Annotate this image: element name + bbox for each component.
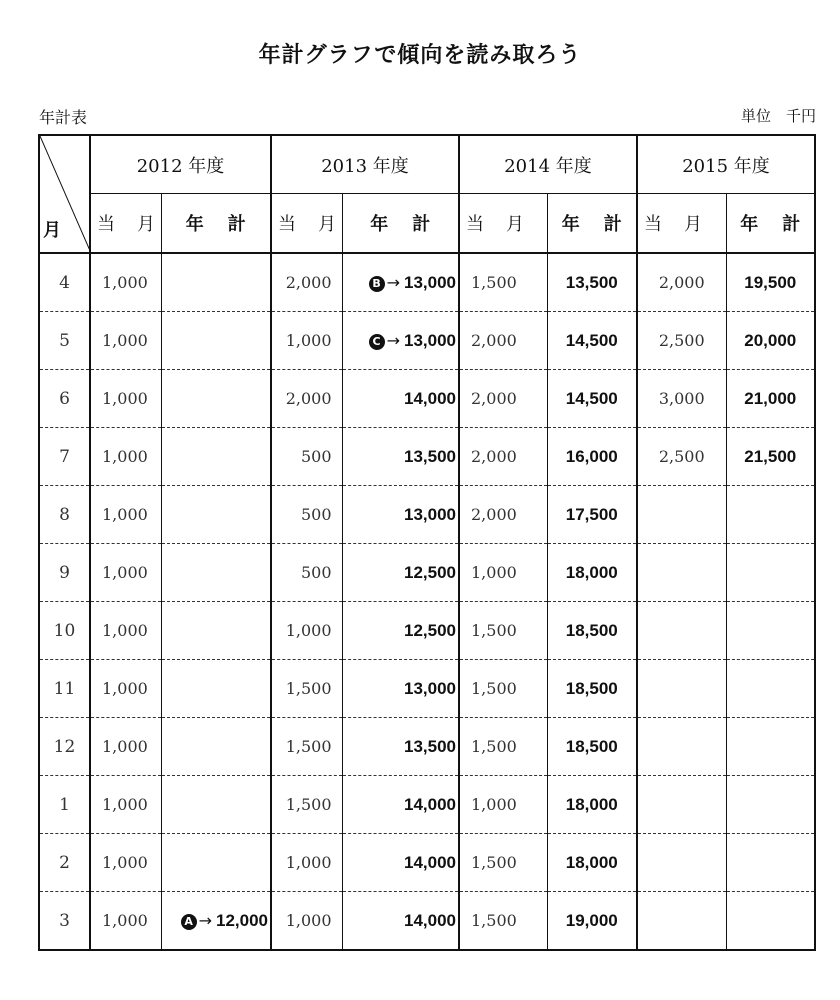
monthly-value-2012: 1,000 bbox=[90, 776, 161, 834]
table-row bbox=[39, 486, 815, 544]
annual-value-2015 bbox=[726, 776, 815, 834]
month-cell: 5 bbox=[39, 312, 90, 370]
annual-value-2013 bbox=[342, 660, 459, 718]
annual-header-char: 年 bbox=[740, 214, 759, 235]
month-header-cell bbox=[39, 135, 90, 253]
annual-value-text: 14,000 bbox=[404, 910, 456, 930]
monthly-value-2012: 1,000 bbox=[90, 892, 161, 951]
sub-header-row bbox=[39, 194, 815, 254]
monthly-value-2015 bbox=[637, 602, 726, 660]
annual-value-2013 bbox=[342, 892, 459, 951]
annual-value-2014 bbox=[547, 370, 637, 428]
month-cell: 8 bbox=[39, 486, 90, 544]
table-row bbox=[39, 370, 815, 428]
monthly-value-2014: 2,000 bbox=[459, 370, 547, 428]
annual-value-text: 13,000 bbox=[404, 678, 456, 698]
monthly-value-2014: 2,000 bbox=[459, 312, 547, 370]
monthly-value-2012: 1,000 bbox=[90, 312, 161, 370]
annual-value-2013 bbox=[342, 776, 459, 834]
monthly-value-2012: 1,000 bbox=[90, 718, 161, 776]
annual-value-2014 bbox=[547, 544, 637, 602]
annual-value-text: 18,500 bbox=[565, 620, 618, 640]
table-label: 年計表 bbox=[39, 108, 88, 127]
annual-value-2012 bbox=[161, 892, 271, 951]
monthly-value-2015 bbox=[637, 718, 726, 776]
annual-value-2013 bbox=[342, 718, 459, 776]
month-cell: 10 bbox=[39, 602, 90, 660]
annual-value-2013 bbox=[342, 602, 459, 660]
table-row bbox=[39, 428, 815, 486]
annual-value-2015 bbox=[726, 253, 815, 312]
monthly-value-2012: 1,000 bbox=[90, 253, 161, 312]
annual-value-text: 18,500 bbox=[565, 678, 618, 698]
annual-value-2015 bbox=[726, 370, 815, 428]
monthly-header-2015 bbox=[637, 194, 726, 254]
annual-header-char: 計 bbox=[227, 214, 246, 235]
annual-value-text: 19,000 bbox=[565, 910, 618, 930]
annual-value-text: 12,000 bbox=[216, 910, 268, 930]
monthly-header-char: 月 bbox=[684, 214, 702, 235]
monthly-value-2015: 2,500 bbox=[637, 428, 726, 486]
monthly-value-2013: 1,500 bbox=[271, 718, 342, 776]
annual-value-2012 bbox=[161, 544, 271, 602]
monthly-value-2014: 1,500 bbox=[459, 718, 547, 776]
marker-b-icon: B bbox=[369, 276, 385, 292]
annual-value-2014 bbox=[547, 660, 637, 718]
monthly-value-2014: 1,500 bbox=[459, 892, 547, 951]
page-title: 年計グラフで傾向を読み取ろう bbox=[258, 43, 582, 68]
monthly-value-2013: 1,500 bbox=[271, 660, 342, 718]
unit-label: 単位 千円 bbox=[740, 107, 816, 125]
annual-value-text: 13,000 bbox=[404, 272, 456, 292]
annual-value-text: 18,000 bbox=[565, 794, 618, 814]
monthly-value-2013: 1,000 bbox=[271, 834, 342, 892]
annual-header-2015 bbox=[726, 194, 815, 254]
monthly-header-2013 bbox=[271, 194, 342, 254]
marker-c-icon: C bbox=[369, 334, 385, 350]
annual-value-text: 17,500 bbox=[565, 504, 618, 524]
monthly-header-2014 bbox=[459, 194, 547, 254]
annual-value-2012 bbox=[161, 253, 271, 312]
monthly-value-2014: 1,500 bbox=[459, 253, 547, 312]
annual-header-2012 bbox=[161, 194, 271, 254]
month-cell: 11 bbox=[39, 660, 90, 718]
year-header-2012: 2012 年度 bbox=[90, 135, 271, 194]
annual-value-2013 bbox=[342, 834, 459, 892]
annual-value-2015 bbox=[726, 312, 815, 370]
table-row bbox=[39, 312, 815, 370]
monthly-value-2012: 1,000 bbox=[90, 602, 161, 660]
table-row bbox=[39, 834, 815, 892]
annual-value-text: 18,000 bbox=[565, 852, 618, 872]
annual-value-2013 bbox=[342, 312, 459, 370]
monthly-value-2015: 2,000 bbox=[637, 253, 726, 312]
annual-value-text: 14,500 bbox=[565, 388, 618, 408]
monthly-value-2012: 1,000 bbox=[90, 544, 161, 602]
annual-value-2013 bbox=[342, 253, 459, 312]
month-cell: 6 bbox=[39, 370, 90, 428]
monthly-header-char: 月 bbox=[137, 214, 155, 235]
month-cell: 1 bbox=[39, 776, 90, 834]
annual-value-2014 bbox=[547, 718, 637, 776]
monthly-value-2013: 1,500 bbox=[271, 776, 342, 834]
annual-value-2015 bbox=[726, 718, 815, 776]
annual-value-2015 bbox=[726, 892, 815, 951]
annual-value-2012 bbox=[161, 718, 271, 776]
annual-value-2012 bbox=[161, 486, 271, 544]
annual-value-text: 14,000 bbox=[404, 794, 456, 814]
monthly-value-2013: 1,000 bbox=[271, 602, 342, 660]
monthly-header-char: 月 bbox=[506, 214, 524, 235]
annual-value-2015 bbox=[726, 486, 815, 544]
monthly-value-2013: 1,000 bbox=[271, 892, 342, 951]
monthly-value-2012: 1,000 bbox=[90, 834, 161, 892]
month-cell: 2 bbox=[39, 834, 90, 892]
annual-value-2012 bbox=[161, 660, 271, 718]
monthly-header-char: 月 bbox=[318, 214, 336, 235]
arrow-icon: → bbox=[198, 910, 212, 930]
monthly-header-char: 当 bbox=[97, 214, 115, 235]
annual-header-2013 bbox=[342, 194, 459, 254]
annual-value-text: 13,500 bbox=[404, 736, 456, 756]
monthly-value-2014: 2,000 bbox=[459, 486, 547, 544]
table-row bbox=[39, 718, 815, 776]
monthly-value-2014: 1,500 bbox=[459, 660, 547, 718]
table-row bbox=[39, 892, 815, 951]
annual-value-2013 bbox=[342, 544, 459, 602]
annual-value-2013 bbox=[342, 428, 459, 486]
monthly-header-2012 bbox=[90, 194, 161, 254]
monthly-value-2014: 1,500 bbox=[459, 602, 547, 660]
annual-header-char: 計 bbox=[782, 214, 801, 235]
arrow-icon: → bbox=[386, 272, 400, 292]
annual-value-text: 19,500 bbox=[744, 272, 797, 292]
monthly-value-2012: 1,000 bbox=[90, 428, 161, 486]
annual-value-2012 bbox=[161, 834, 271, 892]
monthly-value-2013: 500 bbox=[271, 544, 342, 602]
annual-value-text: 14,000 bbox=[404, 388, 456, 408]
monthly-value-2015 bbox=[637, 834, 726, 892]
annual-value-2013 bbox=[342, 486, 459, 544]
year-header-2014: 2014 年度 bbox=[459, 135, 637, 194]
annual-value-text: 21,500 bbox=[744, 446, 797, 466]
monthly-header-char: 当 bbox=[466, 214, 484, 235]
annual-value-text: 13,500 bbox=[404, 446, 456, 466]
annual-value-text: 12,500 bbox=[404, 562, 456, 582]
table-row bbox=[39, 253, 815, 312]
annual-value-text: 18,500 bbox=[565, 736, 618, 756]
monthly-value-2015 bbox=[637, 486, 726, 544]
year-header-2013: 2013 年度 bbox=[271, 135, 459, 194]
annual-value-2014 bbox=[547, 312, 637, 370]
annual-value-text: 18,000 bbox=[565, 562, 618, 582]
annual-value-2015 bbox=[726, 602, 815, 660]
monthly-header-char: 当 bbox=[278, 214, 296, 235]
monthly-value-2012: 1,000 bbox=[90, 370, 161, 428]
annual-value-2012 bbox=[161, 602, 271, 660]
annual-value-text: 14,000 bbox=[404, 852, 456, 872]
annual-value-2014 bbox=[547, 486, 637, 544]
monthly-header-char: 当 bbox=[644, 214, 662, 235]
annual-header-char: 計 bbox=[412, 214, 431, 235]
annual-value-2014 bbox=[547, 602, 637, 660]
month-header-label: 月 bbox=[43, 220, 61, 241]
annual-value-text: 14,500 bbox=[565, 330, 618, 350]
annual-value-text: 13,500 bbox=[565, 272, 618, 292]
annual-value-2014 bbox=[547, 776, 637, 834]
monthly-value-2014: 2,000 bbox=[459, 428, 547, 486]
annual-value-text: 16,000 bbox=[565, 446, 618, 466]
annual-value-2012 bbox=[161, 428, 271, 486]
table-row bbox=[39, 776, 815, 834]
annual-value-text: 12,500 bbox=[404, 620, 456, 640]
month-cell: 9 bbox=[39, 544, 90, 602]
annual-value-2015 bbox=[726, 428, 815, 486]
table-body bbox=[39, 253, 815, 950]
monthly-value-2012: 1,000 bbox=[90, 486, 161, 544]
monthly-value-2015 bbox=[637, 892, 726, 951]
monthly-value-2013: 1,000 bbox=[271, 312, 342, 370]
table-row bbox=[39, 660, 815, 718]
annual-value-text: 20,000 bbox=[744, 330, 797, 350]
annual-value-text: 21,000 bbox=[744, 388, 797, 408]
monthly-value-2015: 3,000 bbox=[637, 370, 726, 428]
month-cell: 3 bbox=[39, 892, 90, 951]
monthly-value-2013: 500 bbox=[271, 486, 342, 544]
annual-value-2014 bbox=[547, 892, 637, 951]
month-cell: 4 bbox=[39, 253, 90, 312]
month-cell: 12 bbox=[39, 718, 90, 776]
annual-value-2012 bbox=[161, 370, 271, 428]
arrow-icon: → bbox=[386, 330, 400, 350]
annual-value-text: 13,000 bbox=[404, 504, 456, 524]
annual-value-2013 bbox=[342, 370, 459, 428]
monthly-value-2013: 2,000 bbox=[271, 253, 342, 312]
monthly-value-2013: 2,000 bbox=[271, 370, 342, 428]
monthly-value-2015 bbox=[637, 660, 726, 718]
monthly-value-2014: 1,000 bbox=[459, 544, 547, 602]
month-cell: 7 bbox=[39, 428, 90, 486]
monthly-value-2015 bbox=[637, 776, 726, 834]
table-row bbox=[39, 544, 815, 602]
annual-total-table bbox=[38, 134, 816, 951]
monthly-value-2014: 1,000 bbox=[459, 776, 547, 834]
annual-value-2015 bbox=[726, 544, 815, 602]
annual-value-2014 bbox=[547, 428, 637, 486]
annual-value-2015 bbox=[726, 834, 815, 892]
marker-a-icon: A bbox=[181, 914, 197, 930]
annual-header-char: 年 bbox=[185, 214, 204, 235]
monthly-value-2013: 500 bbox=[271, 428, 342, 486]
annual-value-2014 bbox=[547, 253, 637, 312]
annual-header-2014 bbox=[547, 194, 637, 254]
annual-value-2012 bbox=[161, 312, 271, 370]
monthly-value-2012: 1,000 bbox=[90, 660, 161, 718]
annual-value-2012 bbox=[161, 776, 271, 834]
annual-header-char: 計 bbox=[603, 214, 622, 235]
annual-header-char: 年 bbox=[561, 214, 580, 235]
annual-value-2015 bbox=[726, 660, 815, 718]
monthly-value-2015 bbox=[637, 544, 726, 602]
annual-value-2014 bbox=[547, 834, 637, 892]
table-row bbox=[39, 602, 815, 660]
annual-header-char: 年 bbox=[370, 214, 389, 235]
monthly-value-2014: 1,500 bbox=[459, 834, 547, 892]
annual-value-text: 13,000 bbox=[404, 330, 456, 350]
monthly-value-2015: 2,500 bbox=[637, 312, 726, 370]
year-header-2015: 2015 年度 bbox=[637, 135, 815, 194]
